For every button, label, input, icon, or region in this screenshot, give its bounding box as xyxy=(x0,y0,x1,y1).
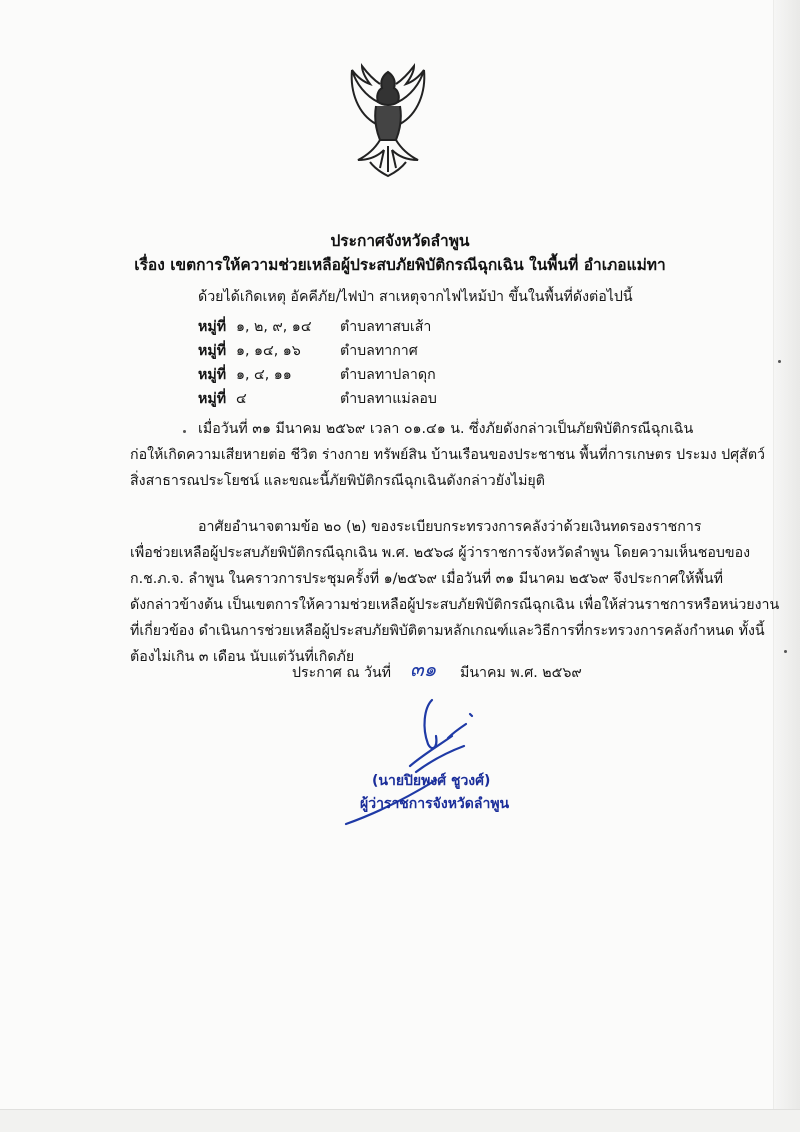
paragraph-line: เพื่อช่วยเหลือผู้ประสบภัยพิบัติกรณีฉุกเฉิน พ.ศ. ๒๕๖๘ ผู้ว่าราชการจังหวัดลำพูน โดยความเห็นชอบของ xyxy=(130,545,751,561)
signatory-position: ผู้ว่าราชการจังหวัดลำพูน xyxy=(360,796,510,812)
area-numbers: ๑, ๔, ๑๑ xyxy=(236,367,292,383)
paragraph-line: ก.ช.ภ.จ. ลำพูน ในคราวการประชุมครั้งที่ ๑/๒๕๖๙ เมื่อวันที่ ๓๑ มีนาคม ๒๕๖๙ จึงประกาศให้พื้นที่ xyxy=(130,571,723,587)
paragraph-line: ก่อให้เกิดความเสียหายต่อ ชีวิต ร่างกาย ทรัพย์สิน บ้านเรือนของประชาชน พื้นที่การเกษตร ประมง ปศุสัตว์ xyxy=(130,447,766,463)
area-label: หมู่ที่ xyxy=(198,367,227,383)
paragraph-line: เมื่อวันที่ ๓๑ มีนาคม ๒๕๖๙ เวลา ๐๑.๔๑ น. ซึ่งภัยดังกล่าวเป็นภัยพิบัติกรณีฉุกเฉิน xyxy=(198,421,694,437)
area-numbers: ๑, ๒, ๙, ๑๔ xyxy=(236,319,312,335)
area-label: หมู่ที่ xyxy=(198,343,227,359)
area-tambon: ตำบลทาสบเส้า xyxy=(340,319,432,335)
garuda-emblem-icon xyxy=(340,62,436,182)
area-label: หมู่ที่ xyxy=(198,319,227,335)
scan-speck xyxy=(784,650,787,653)
intro-line: ด้วยได้เกิดเหตุ อัคคีภัย/ไฟป่า สาเหตุจากไฟไหม้ป่า ขึ้นในพื้นที่ดังต่อไปนี้ xyxy=(198,289,633,305)
area-tambon: ตำบลทาปลาดุก xyxy=(340,367,436,383)
area-numbers: ๔ xyxy=(236,391,247,407)
paragraph-line: ต้องไม่เกิน ๓ เดือน นับแต่วันที่เกิดภัย xyxy=(130,649,355,665)
area-tambon: ตำบลทาแม่ลอบ xyxy=(340,391,437,407)
signatory-name: (นายปิยพงศ์ ชูวงศ์) xyxy=(372,773,491,789)
paragraph-line: ที่เกี่ยวข้อง ดำเนินการช่วยเหลือผู้ประสบภัยพิบัติตามหลักเกณฑ์และวิธีการที่กระทรวงการคลังกำหนด ทั้งนี้ xyxy=(130,623,765,639)
announce-prefix: ประกาศ ณ วันที่ xyxy=(292,665,392,681)
scan-bottom-edge xyxy=(0,1109,800,1132)
document-title: ประกาศจังหวัดลำพูน xyxy=(330,232,470,250)
paragraph-line: ดังกล่าวข้างต้น เป็นเขตการให้ความช่วยเหลือผู้ประสบภัยพิบัติกรณีฉุกเฉิน เพื่อให้ส่วนราชการหรือหน่วยงาน xyxy=(130,597,780,613)
scan-edge xyxy=(773,0,800,1132)
area-tambon: ตำบลทากาศ xyxy=(340,343,418,359)
announce-day: ๓๑ xyxy=(410,657,437,681)
announce-month-year: มีนาคม พ.ศ. ๒๕๖๙ xyxy=(460,665,582,681)
area-label: หมู่ที่ xyxy=(198,391,227,407)
paragraph-line: สิ่งสาธารณประโยชน์ และขณะนี้ภัยพิบัติกรณีฉุกเฉินดังกล่าวยังไม่ยุติ xyxy=(130,473,545,489)
scan-speck xyxy=(183,430,186,433)
scan-speck xyxy=(778,360,781,363)
paragraph-line: อาศัยอำนาจตามข้อ ๒๐ (๒) ของระเบียบกระทรวงการคลังว่าด้วยเงินทดรองราชการ xyxy=(198,519,702,535)
document-subject: เรื่อง เขตการให้ความช่วยเหลือผู้ประสบภัยพิบัติกรณีฉุกเฉิน ในพื้นที่ อำเภอแม่ทา xyxy=(134,256,666,274)
area-numbers: ๑, ๑๔, ๑๖ xyxy=(236,343,301,359)
